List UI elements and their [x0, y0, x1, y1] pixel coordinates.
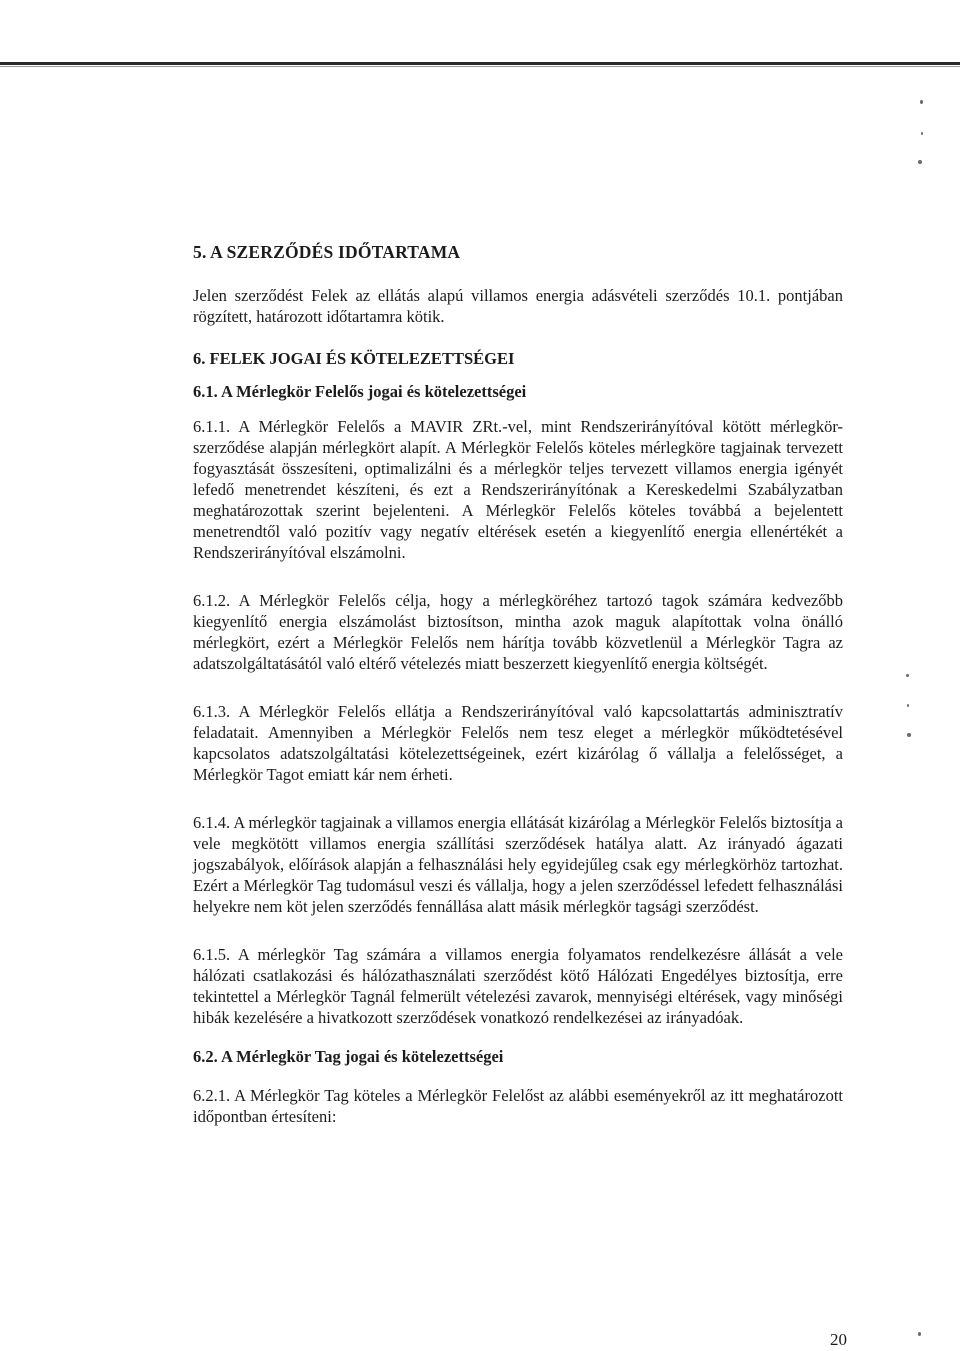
scan-speck — [920, 100, 923, 104]
scan-top-rule — [0, 62, 960, 65]
section-6-1-heading: 6.1. A Mérlegkör Felelős jogai és kötelezettségei — [193, 382, 527, 401]
section-5-paragraph: Jelen szerződést Felek az ellátás alapú villamos energia adásvételi szerződés 10.1. pontjában rögzített, határozott időtartamra kötik. — [193, 286, 843, 326]
section-5-heading: 5. A SZERZŐDÉS IDŐTARTAMA — [193, 242, 461, 262]
scan-speck — [918, 160, 922, 164]
paragraph-6-1-1: 6.1.1. A Mérlegkör Felelős a MAVIR ZRt.-vel, mint Rendszerirányítóval kötött mérlegkör-szerződése alapján mérlegkört alapít. A Mérlegkör Felelős köteles mérlegköre tagjainak tervezett fogyasztását összesíteni, optimalizálni és a mérlegkör teljes tervezett villamos energia igényét lefedő menetrendet készíteni, és ezt a Rendszerirányítónak a Kereskedelmi Szabályzatban meghatározottak szerint bejelenteni. A Mérlegkör Felelős köteles továbbá a bejelentett menetrendtől való pozitív vagy negatív eltérések esetén a kiegyenlítő energia ellenértékét a Rendszerirányítóval elszámolni. — [193, 417, 843, 562]
page-number: 20 — [830, 1330, 847, 1349]
paragraph-6-2-1: 6.2.1. A Mérlegkör Tag köteles a Mérlegkör Felelőst az alábbi eseményekről az itt meghatározott időpontban értesíteni: — [193, 1086, 843, 1126]
scan-top-rule-shadow — [0, 66, 960, 67]
section-6-heading: 6. FELEK JOGAI ÉS KÖTELEZETTSÉGEI — [193, 349, 515, 368]
scan-speck — [906, 674, 909, 677]
scan-speck — [918, 1332, 921, 1336]
scan-speck — [907, 733, 911, 737]
paragraph-6-1-2: 6.1.2. A Mérlegkör Felelős célja, hogy a mérlegköréhez tartozó tagok számára kedvezőbb kiegyenlítő energia elszámolást biztosítson, mintha azok maguk alapítottak volna önálló mérlegkört, ezért a Mérlegkör Felelős nem hárítja tovább közvetlenül a Mérlegkör Tagra az adatszolgáltatásától való eltérő vételezés miatt beszerzett kiegyenlítő energia költségét. — [193, 591, 843, 673]
document-body — [193, 240, 843, 1154]
section-6-2-heading: 6.2. A Mérlegkör Tag jogai és kötelezettségei — [193, 1047, 504, 1066]
paragraph-6-1-4: 6.1.4. A mérlegkör tagjainak a villamos energia ellátását kizárólag a Mérlegkör Felelős biztosítja a vele megkötött villamos energia szállítási szerződések hatálya alatt. Az irányadó ágazati jogszabályok, előírások alapján a felhasználási hely egyidejűleg csak egy mérlegkörhöz tartozhat. Ezért a Mérlegkör Tag tudomásul veszi és vállalja, hogy a jelen szerződéssel lefedett felhasználási helyekre nem köt jelen szerződés fennállása alatt másik mérlegkör tagsági szerződést. — [193, 813, 843, 916]
scan-speck — [921, 132, 923, 135]
paragraph-6-1-5: 6.1.5. A mérlegkör Tag számára a villamos energia folyamatos rendelkezésre állását a vele hálózati csatlakozási és hálózathasználati szerződést kötő Hálózati Engedélyes biztosítja, erre tekintettel a Mérlegkör Tagnál felmerült vételezési zavarok, mennyiségi eltérések, vagy minőségi hibák kezelésére a hivatkozott szerződések vonatkozó rendelkezései az irányadóak. — [193, 945, 843, 1027]
scan-speck — [907, 704, 909, 707]
paragraph-6-1-3: 6.1.3. A Mérlegkör Felelős ellátja a Rendszerirányítóval való kapcsolattartás adminisztratív feladatait. Amennyiben a Mérlegkör Felelős nem tesz eleget a mérlegkör működtetésével kapcsolatos adatszolgáltatási kötelezettségeinek, ezért kizárólag ő vállalja a felelősséget, a Mérlegkör Tagot emiatt kár nem érheti. — [193, 702, 843, 784]
